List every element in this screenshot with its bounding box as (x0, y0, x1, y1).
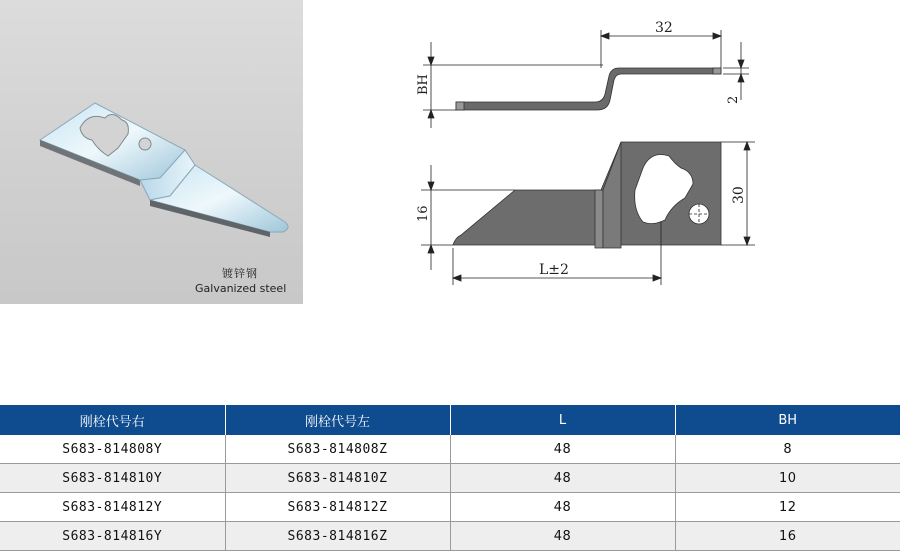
cell-right-code: S683-814808Y (0, 435, 225, 464)
cell-left-code: S683-814816Z (225, 522, 450, 551)
cell-l: 48 (450, 522, 675, 551)
cell-left-code: S683-814810Z (225, 464, 450, 493)
product-photo-panel (0, 0, 303, 304)
table-row (0, 464, 900, 493)
cell-l: 48 (450, 493, 675, 522)
dim-32-label: 32 (655, 20, 673, 36)
cell-right-code: S683-814810Y (0, 464, 225, 493)
cell-bh: 16 (675, 522, 900, 551)
technical-drawing (303, 0, 900, 304)
dim-bh-label: BH (416, 74, 431, 95)
header-l: L (450, 405, 675, 435)
table-header-row (0, 405, 900, 435)
cell-bh: 12 (675, 493, 900, 522)
cell-right-code: S683-814816Y (0, 522, 225, 551)
cell-l: 48 (450, 435, 675, 464)
dim-l-label: L±2 (539, 262, 569, 278)
cell-bh: 10 (675, 464, 900, 493)
cell-right-code: S683-814812Y (0, 493, 225, 522)
cell-bh: 8 (675, 435, 900, 464)
table-row (0, 435, 900, 464)
cell-left-code: S683-814808Z (225, 435, 450, 464)
cell-l: 48 (450, 464, 675, 493)
material-label-chinese: 镀锌钢 (222, 267, 258, 280)
cell-left-code: S683-814812Z (225, 493, 450, 522)
table-row (0, 522, 900, 551)
dim-16-label: 16 (416, 205, 431, 222)
latch-plate-illustration (0, 0, 303, 304)
header-bh: BH (675, 405, 900, 435)
material-label-english: Galvanized steel (195, 282, 287, 295)
spec-table (0, 405, 900, 551)
dim-30-label: 30 (731, 186, 747, 204)
header-left-code: 刚栓代号左 (225, 405, 450, 435)
dim-2-label: 2 (726, 95, 741, 104)
header-right-code: 刚栓代号右 (0, 405, 225, 435)
table-row (0, 493, 900, 522)
